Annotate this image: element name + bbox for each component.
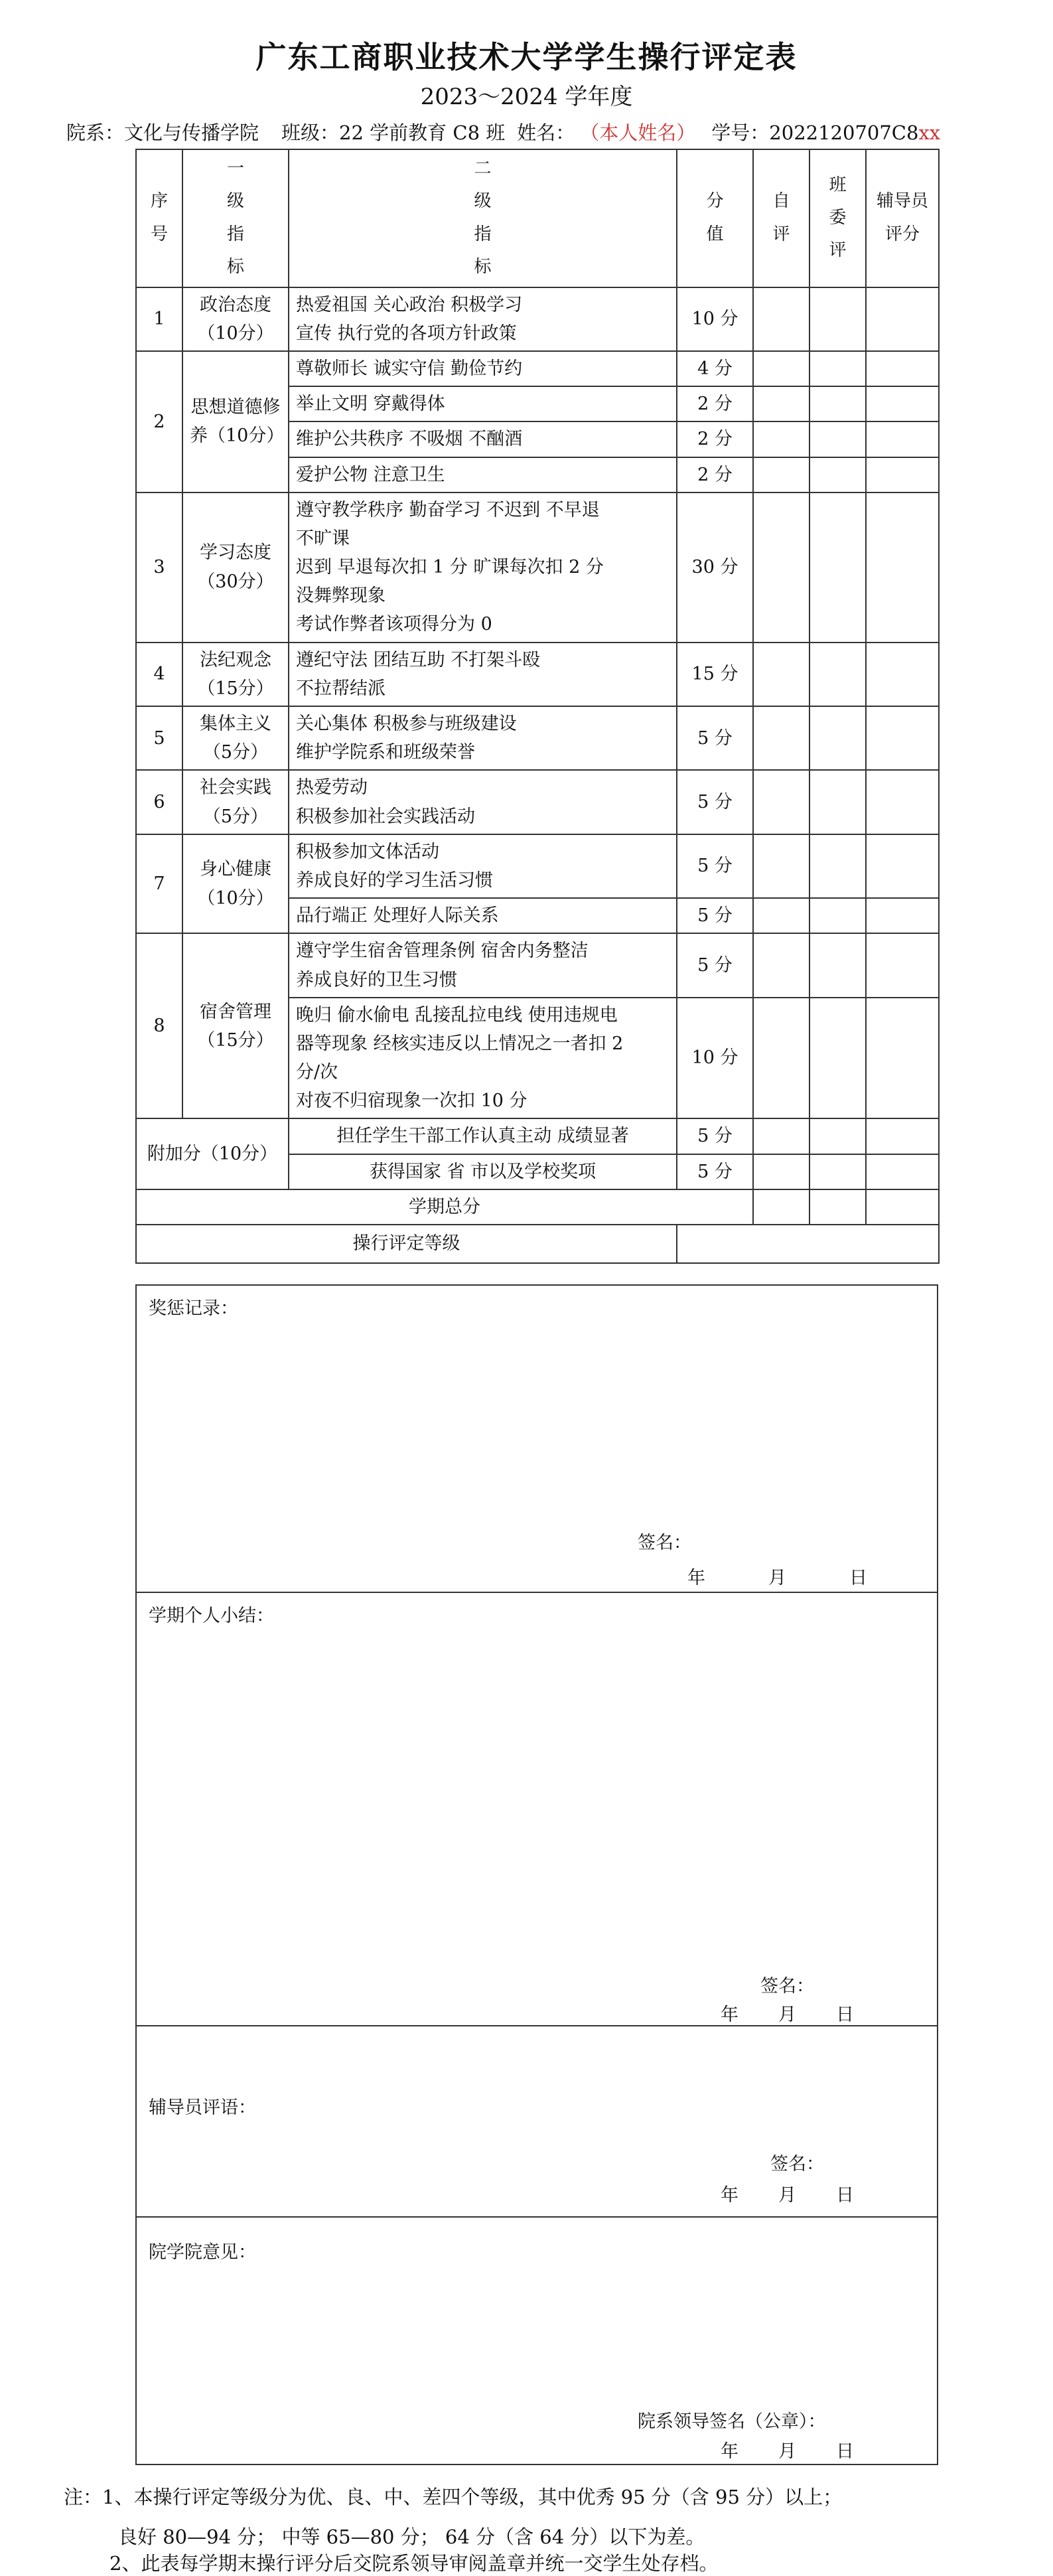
score-value: 2 分 (697, 394, 733, 415)
grade-row (136, 1225, 939, 1263)
score-value-cell (677, 386, 753, 421)
sub-criterion: 热爱劳动 积极参加社会实践活动 (296, 777, 475, 827)
awards-day: 日 (849, 1568, 867, 1588)
counselor-sign-label: 签名： (770, 2154, 824, 2174)
total-label-cell (136, 1189, 753, 1225)
score-value-cell (677, 643, 753, 706)
college-month: 月 (778, 2441, 796, 2462)
counselor-total-cell[interactable] (866, 1189, 939, 1225)
header-committee-text: 班 委 评 (829, 175, 847, 261)
header-seq-text: 序 号 (150, 191, 168, 244)
row-seq-cell (136, 492, 182, 643)
bonus-criterion: 担任学生干部工作认真主动 成绩显著 (336, 1126, 629, 1147)
row-seq-cell (136, 770, 182, 834)
category-label-cell (182, 643, 289, 706)
college-opinion-label: 院学院意见： (149, 2242, 256, 2263)
self-score-cell[interactable] (753, 834, 809, 898)
counselor-comment-section (135, 2025, 938, 2218)
grade-label: 操行评定等级 (352, 1233, 460, 1254)
counselor-score-cell[interactable] (866, 706, 939, 770)
category-label-cell (182, 706, 289, 770)
note-line-2: 良好 80—94 分； 中等 65—80 分； 64 分（含 64 分）以下为差。 (118, 2526, 705, 2548)
sub-criterion: 遵守教学秩序 勤奋学习 不迟到 不早退 不旷课 迟到 早退每次扣 1 分 旷课每次扣 2 分 没舞弊现象 考试作弊者该项得分为 0 (296, 499, 604, 635)
category-label-cell (182, 933, 289, 1118)
self-score-cell[interactable] (753, 1154, 809, 1189)
table-row (136, 770, 939, 834)
score-value: 15 分 (691, 664, 738, 685)
sub-criterion: 晚归 偷水偷电 乱接乱拉电线 使用违规电 器等现象 经核实违反以上情况之一者扣 2 分/次 对夜不归宿现象一次扣 10 分 (296, 1004, 624, 1112)
counselor-date (721, 2180, 854, 2206)
dept-value: 文化与传播学院 (124, 121, 259, 144)
counselor-score-cell[interactable] (866, 457, 939, 492)
committee-score-cell[interactable] (809, 933, 866, 997)
category-label: 法纪观念（15分） (197, 649, 274, 699)
counselor-score-cell[interactable] (866, 1118, 939, 1154)
bonus-criterion-cell (289, 1154, 677, 1189)
committee-score-cell[interactable] (809, 834, 866, 898)
bonus-row (136, 1118, 939, 1154)
sub-criterion-cell (289, 492, 677, 643)
counselor-year: 年 (721, 2185, 738, 2206)
score-value: 10 分 (691, 309, 738, 330)
committee-score-cell[interactable] (809, 1118, 866, 1154)
score-value: 5 分 (697, 954, 733, 976)
header-level2 (289, 149, 677, 287)
sub-criterion-cell (289, 933, 677, 997)
row-seq-cell (136, 706, 182, 770)
counselor-score-cell[interactable] (866, 421, 939, 457)
college-day: 日 (836, 2441, 854, 2462)
committee-score-cell[interactable] (809, 643, 866, 706)
counselor-score-cell[interactable] (866, 1154, 939, 1189)
evaluation-table (135, 149, 940, 1264)
header-seq (136, 149, 182, 287)
category-label-cell (182, 834, 289, 934)
summary-sign-label: 签名： (760, 1976, 814, 1997)
score-value: 5 分 (697, 856, 733, 877)
row-seq: 7 (153, 873, 165, 894)
committee-total-cell[interactable] (809, 1189, 866, 1225)
committee-score-cell[interactable] (809, 1154, 866, 1189)
academic-year: 2023～2024 学年度 (420, 84, 633, 110)
row-seq-cell (136, 834, 182, 934)
score-value: 5 分 (697, 791, 733, 812)
counselor-score-cell[interactable] (866, 998, 939, 1119)
grade-label-cell (136, 1225, 677, 1263)
category-label: 集体主义（5分） (200, 714, 271, 763)
table-row (136, 287, 939, 351)
header-level1-text: 一 级 指 标 (226, 159, 244, 277)
row-seq: 1 (153, 309, 165, 330)
counselor-score-cell[interactable] (866, 287, 939, 351)
row-seq-cell (136, 933, 182, 1118)
category-label-cell (182, 287, 289, 351)
sub-criterion: 关心集体 积极参与班级建设 维护学院系和班级荣誉 (296, 714, 517, 763)
sub-criterion-cell (289, 706, 677, 770)
awards-section (135, 1284, 938, 1593)
self-score-cell[interactable] (753, 457, 809, 492)
awards-label: 奖惩记录： (149, 1298, 238, 1319)
score-value: 5 分 (697, 727, 733, 749)
counselor-score-cell[interactable] (866, 386, 939, 421)
score-value-cell (677, 898, 753, 933)
id-suffix: xx (918, 121, 941, 144)
summary-day: 日 (836, 2005, 854, 2025)
sub-criterion-cell (289, 770, 677, 834)
row-seq: 5 (153, 727, 165, 749)
sub-criterion-cell (289, 421, 677, 457)
committee-score-cell[interactable] (809, 898, 866, 933)
table-row (136, 351, 939, 386)
sub-criterion: 爱护公物 注意卫生 (296, 464, 445, 485)
counselor-score-cell[interactable] (866, 898, 939, 933)
row-seq: 6 (153, 791, 165, 812)
category-label-cell (182, 492, 289, 643)
header-self (753, 149, 809, 287)
sub-criterion: 积极参加文体活动 养成良好的学习生活习惯 (296, 841, 493, 891)
row-seq: 2 (153, 411, 165, 432)
score-value-cell (677, 457, 753, 492)
committee-score-cell[interactable] (809, 351, 866, 386)
header-committee (809, 149, 866, 287)
score-value: 2 分 (697, 464, 733, 485)
awards-month: 月 (768, 1568, 786, 1588)
counselor-score-cell[interactable] (866, 770, 939, 834)
score-value-cell (677, 421, 753, 457)
bonus-score-cell (677, 1154, 753, 1189)
score-value-cell (677, 287, 753, 351)
category-label: 思想道德修养（10分） (190, 397, 285, 447)
college-opinion-section (135, 2216, 938, 2465)
college-date (721, 2437, 854, 2462)
self-score-cell[interactable] (753, 770, 809, 834)
sub-criterion-cell (289, 898, 677, 933)
row-seq-cell (136, 643, 182, 706)
awards-year: 年 (687, 1568, 705, 1588)
summary-label: 学期个人小结： (149, 1606, 274, 1626)
sub-criterion-cell (289, 834, 677, 898)
table-row (136, 933, 939, 997)
sub-criterion-cell (289, 457, 677, 492)
total-label: 学期总分 (409, 1196, 480, 1217)
id-label: 学号： (711, 121, 770, 144)
grade-value-cell[interactable] (677, 1225, 939, 1263)
committee-score-cell[interactable] (809, 287, 866, 351)
table-row (136, 834, 939, 898)
class-value: 22 学前教育 C8 班 (339, 121, 506, 144)
category-label-cell (182, 770, 289, 834)
counselor-day: 日 (836, 2185, 854, 2206)
counselor-score-cell[interactable] (866, 834, 939, 898)
table-row (136, 492, 939, 643)
category-label: 社会实践（5分） (200, 777, 271, 827)
committee-score-cell[interactable] (809, 770, 866, 834)
summary-section (135, 1592, 938, 2026)
counselor-score-cell[interactable] (866, 643, 939, 706)
bonus-label-cell (136, 1118, 289, 1189)
counselor-score-cell[interactable] (866, 492, 939, 643)
category-label: 政治态度（10分） (197, 294, 274, 344)
bonus-criterion-cell (289, 1118, 677, 1154)
counselor-month: 月 (778, 2185, 796, 2206)
self-score-cell[interactable] (753, 421, 809, 457)
committee-score-cell[interactable] (809, 706, 866, 770)
bonus-label: 附加分（10分） (147, 1144, 278, 1165)
sub-criterion-cell (289, 287, 677, 351)
score-value-cell (677, 998, 753, 1119)
row-seq-cell (136, 351, 182, 492)
self-score-cell[interactable] (753, 287, 809, 351)
total-row (136, 1189, 939, 1225)
header-self-text: 自 评 (772, 191, 790, 244)
header-level1 (182, 149, 289, 287)
self-score-cell[interactable] (753, 643, 809, 706)
bonus-score-cell (677, 1118, 753, 1154)
sub-criterion-cell (289, 351, 677, 386)
evaluation-table-body (136, 149, 939, 1263)
summary-date (721, 2000, 854, 2026)
table-row (136, 643, 939, 706)
sub-criterion: 举止文明 穿戴得体 (296, 394, 445, 415)
score-value: 2 分 (697, 429, 733, 450)
sub-criterion: 遵守学生宿舍管理条例 宿舍内务整洁 养成良好的卫生习惯 (296, 941, 589, 990)
row-seq: 4 (153, 664, 165, 685)
row-seq-cell (136, 287, 182, 351)
counselor-comment-label: 辅导员评语： (149, 2097, 256, 2118)
name-value: （本人姓名） (580, 121, 696, 144)
row-seq: 8 (153, 1016, 165, 1037)
name-label: 姓名： (517, 121, 575, 144)
sub-criterion: 维护公共秩序 不吸烟 不酗酒 (296, 429, 523, 450)
counselor-score-cell[interactable] (866, 933, 939, 997)
row-seq: 3 (153, 557, 165, 578)
bonus-criterion: 获得国家 省 市以及学校奖项 (369, 1161, 597, 1182)
header-counselor-text: 辅导员 评分 (876, 191, 928, 244)
score-value-cell (677, 351, 753, 386)
self-score-cell[interactable] (753, 898, 809, 933)
id-value: 2022120707C8 (769, 121, 919, 144)
self-score-cell[interactable] (753, 706, 809, 770)
sub-criterion: 热爱祖国 关心政治 积极学习 宣传 执行党的各项方针政策 (296, 294, 523, 344)
summary-month: 月 (778, 2005, 796, 2025)
sub-criterion-cell (289, 998, 677, 1119)
awards-sign-label: 签名： (638, 1533, 691, 1553)
score-value: 4 分 (697, 358, 733, 379)
header-score-text: 分 值 (706, 191, 724, 244)
counselor-score-cell[interactable] (866, 351, 939, 386)
form-title: 广东工商职业技术大学学生操行评定表 (255, 39, 798, 75)
committee-score-cell[interactable] (809, 998, 866, 1119)
self-score-cell[interactable] (753, 351, 809, 386)
category-label: 身心健康（10分） (197, 859, 274, 909)
sub-criterion-cell (289, 643, 677, 706)
header-score (677, 149, 753, 287)
score-value: 30 分 (691, 557, 738, 578)
summary-year: 年 (721, 2005, 738, 2025)
bonus-score: 5 分 (697, 1161, 733, 1182)
note-line-1: 注：1、本操行评定等级分为优、良、中、差四个等级，其中优秀 95 分（含 95 分）以上； (64, 2486, 843, 2508)
score-value: 5 分 (697, 905, 733, 927)
score-value-cell (677, 933, 753, 997)
sub-criterion-cell (289, 386, 677, 421)
score-value: 10 分 (691, 1047, 738, 1069)
committee-score-cell[interactable] (809, 421, 866, 457)
self-score-cell[interactable] (753, 933, 809, 997)
header-level2-text: 二 级 指 标 (474, 159, 492, 277)
sub-criterion: 尊敬师长 诚实守信 勤俭节约 (296, 358, 523, 379)
class-label: 班级： (281, 121, 340, 144)
dept-label: 院系： (66, 121, 125, 144)
table-row (136, 706, 939, 770)
self-score-cell[interactable] (753, 492, 809, 643)
committee-score-cell[interactable] (809, 457, 866, 492)
note-line-3: 2、此表每学期末操行评分后交院系领导审阅盖章并统一交学生处存档。 (109, 2552, 719, 2575)
self-score-cell[interactable] (753, 1118, 809, 1154)
table-header-row (136, 149, 939, 287)
student-info-line (66, 118, 940, 145)
score-value-cell (677, 706, 753, 770)
score-value-cell (677, 770, 753, 834)
score-value-cell (677, 492, 753, 643)
header-counselor (866, 149, 939, 287)
committee-score-cell[interactable] (809, 386, 866, 421)
self-total-cell[interactable] (753, 1189, 809, 1225)
committee-score-cell[interactable] (809, 492, 866, 643)
college-year: 年 (721, 2441, 738, 2462)
bonus-score: 5 分 (697, 1126, 733, 1147)
self-score-cell[interactable] (753, 998, 809, 1119)
awards-date (687, 1563, 867, 1589)
category-label-cell (182, 351, 289, 492)
self-score-cell[interactable] (753, 386, 809, 421)
sub-criterion: 遵纪守法 团结互助 不打架斗殴 不拉帮结派 (296, 649, 541, 699)
score-value-cell (677, 834, 753, 898)
category-label: 学习态度（30分） (197, 542, 274, 592)
leader-sign-label: 院系领导签名（公章）： (638, 2411, 826, 2432)
category-label: 宿舍管理（15分） (197, 1001, 274, 1051)
sub-criterion: 品行端正 处理好人际关系 (296, 905, 499, 927)
